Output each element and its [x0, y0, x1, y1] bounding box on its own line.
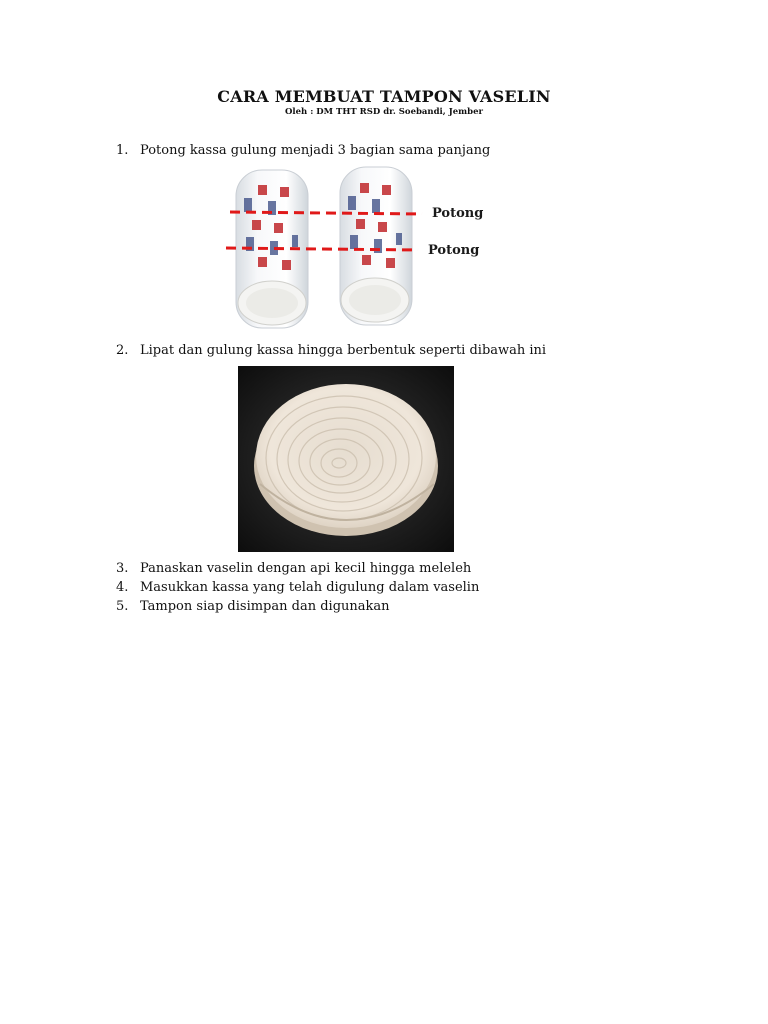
document-title: CARA MEMBUAT TAMPON VASELIN — [217, 87, 551, 106]
gauze-roll-right — [340, 167, 412, 325]
step-text: Masukkan kassa yang telah digulung dalam vaselin — [140, 580, 480, 595]
step-number: 3. — [116, 561, 129, 576]
document-subtitle: Oleh : DM THT RSD dr. Soebandi, Jember — [285, 107, 483, 117]
step-number: 2. — [116, 343, 129, 358]
gauze-spiral — [254, 384, 438, 536]
step-text: Panaskan vaselin dengan api kecil hingga meleleh — [140, 561, 472, 576]
step-text: Lipat dan gulung kassa hingga berbentuk seperti dibawah ini — [140, 343, 547, 358]
gauze-rolls-photo — [222, 165, 492, 330]
cut-label-bottom: Potong — [428, 243, 480, 258]
cut-label-top: Potong — [432, 206, 484, 221]
step-3 — [116, 561, 471, 576]
step-text: Potong kassa gulung menjadi 3 bagian sama panjang — [140, 143, 491, 158]
step-number: 4. — [116, 580, 129, 595]
step-number: 5. — [116, 599, 129, 614]
step-number: 1. — [116, 143, 129, 158]
step-5 — [116, 599, 390, 614]
rolled-gauze-photo — [238, 366, 454, 552]
step-2 — [116, 343, 546, 358]
step-1 — [116, 143, 490, 158]
step-4 — [116, 580, 479, 595]
step-text: Tampon siap disimpan dan digunakan — [140, 599, 390, 614]
